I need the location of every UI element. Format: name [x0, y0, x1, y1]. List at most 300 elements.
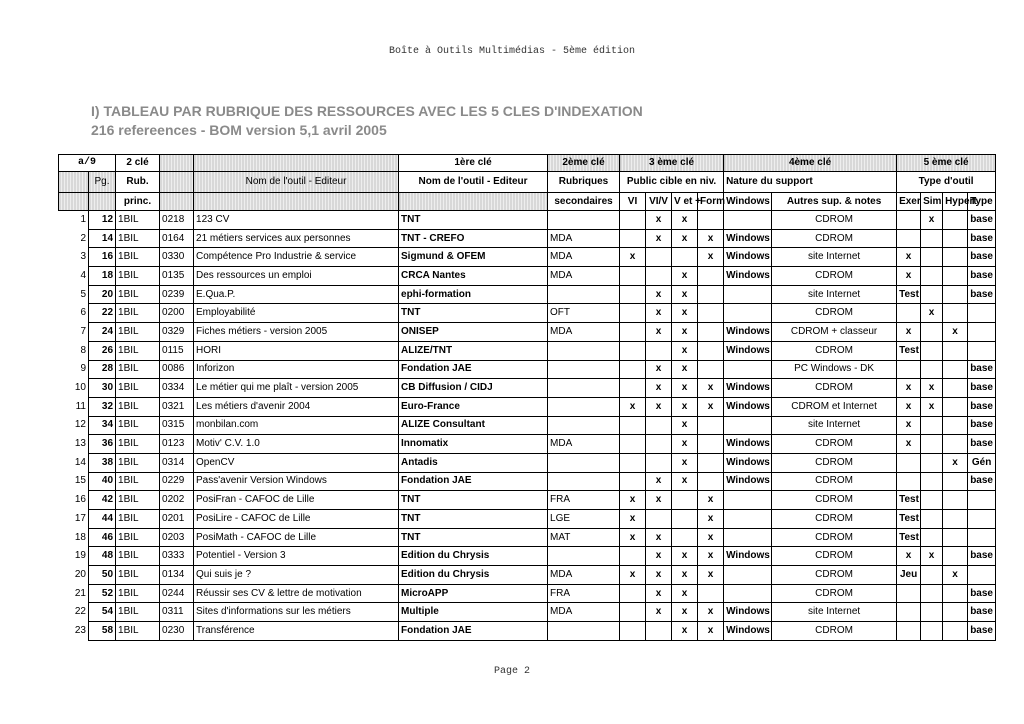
cell-support: CDROM	[772, 622, 897, 641]
cell-editor: ephi-formation	[399, 285, 548, 304]
cell-level-vplus: x	[672, 267, 698, 286]
table-row	[59, 491, 996, 510]
cell-secondary-rubric	[548, 416, 620, 435]
cell-code: 0134	[160, 566, 194, 585]
cell-type	[968, 510, 996, 529]
cell-page-number: 34	[89, 416, 116, 435]
cell-level-vplus	[672, 510, 698, 529]
cell-code: 0123	[160, 435, 194, 454]
cell-rubrique: 1BIL	[116, 491, 160, 510]
cell-windows	[724, 528, 772, 547]
cell-level-vplus: x	[672, 379, 698, 398]
cell-row-number: 10	[74, 382, 86, 394]
cell-row-number: 16	[74, 494, 86, 506]
cell-support: PC Windows - DK	[772, 360, 897, 379]
cell-editor: Fondation JAE	[399, 622, 548, 641]
table-row	[59, 603, 996, 622]
cell-level-vplus: x	[672, 229, 698, 248]
cell-rubrique: 1BIL	[116, 285, 160, 304]
table-row	[59, 547, 996, 566]
cell-editor: Fondation JAE	[399, 472, 548, 491]
cell-type-exer	[897, 603, 921, 622]
cell-level-form	[698, 267, 724, 286]
cell-level-viv	[646, 341, 672, 360]
cell-type-sim	[921, 341, 943, 360]
cell-type-hypert	[943, 267, 968, 286]
cell-page-number: 32	[89, 397, 116, 416]
cell-rubrique: 1BIL	[116, 304, 160, 323]
header-cle2: 2ème clé	[548, 155, 620, 172]
cell-code: 0314	[160, 453, 194, 472]
cell-level-vi	[620, 435, 646, 454]
cell-rubrique: 1BIL	[116, 397, 160, 416]
cell-type	[968, 304, 996, 323]
cell-level-form	[698, 211, 724, 230]
cell-type-hypert	[943, 510, 968, 529]
cell-row-number: 12	[74, 419, 86, 431]
cell-type: Gén	[968, 453, 996, 472]
cell-type-hypert	[943, 435, 968, 454]
table-row	[59, 566, 996, 585]
cell-level-viv: x	[646, 304, 672, 323]
document-subtitle: 216 refereences - BOM version 5,1 avril 2005	[91, 122, 387, 138]
cell-editor: CB Diffusion / CIDJ	[399, 379, 548, 398]
cell-code: 0202	[160, 491, 194, 510]
cell-rubrique: 1BIL	[116, 211, 160, 230]
cell-row-number: 18	[74, 531, 86, 543]
cell-page-number: 36	[89, 435, 116, 454]
cell-level-viv: x	[646, 472, 672, 491]
cell-windows: Windows	[724, 472, 772, 491]
cell-level-form: x	[698, 528, 724, 547]
cell-type: base	[968, 360, 996, 379]
cell-level-vplus: x	[672, 341, 698, 360]
cell-type-sim	[921, 566, 943, 585]
cell-row-number: 11	[75, 400, 86, 412]
cell-level-vi	[620, 211, 646, 230]
cell-level-vplus: x	[672, 584, 698, 603]
cell-support: site Internet	[772, 285, 897, 304]
cell-page-number: 14	[89, 229, 116, 248]
header-rub: Rub.	[116, 172, 160, 193]
cell-type-sim	[921, 472, 943, 491]
cell-level-viv: x	[646, 584, 672, 603]
header-rubriques: Rubriques	[548, 172, 620, 193]
cell-secondary-rubric	[548, 472, 620, 491]
cell-level-vi	[620, 547, 646, 566]
cell-type-exer: x	[897, 397, 921, 416]
header-hatch-cell	[160, 172, 194, 193]
cell-type-exer: x	[897, 416, 921, 435]
cell-rubrique: 1BIL	[116, 379, 160, 398]
cell-tool-name: monbilan.com	[194, 416, 399, 435]
cell-row-number: 7	[80, 325, 86, 337]
cell-support: site Internet	[772, 416, 897, 435]
cell-level-form: x	[698, 397, 724, 416]
cell-page-number: 28	[89, 360, 116, 379]
cell-level-viv: x	[646, 360, 672, 379]
cell-level-vi	[620, 323, 646, 342]
cell-row-number: 19	[74, 550, 86, 562]
cell-support: site Internet	[772, 248, 897, 267]
cell-editor: Edition du Chrysis	[399, 566, 548, 585]
cell-level-vplus: x	[672, 211, 698, 230]
header-row-2	[59, 172, 996, 193]
cell-support: CDROM	[772, 472, 897, 491]
cell-type-exer	[897, 622, 921, 641]
header-hatch-cell	[89, 193, 116, 211]
cell-windows	[724, 211, 772, 230]
header-autres-sup: Autres sup. & notes	[772, 193, 897, 211]
cell-rubrique: 1BIL	[116, 435, 160, 454]
cell-row-number: 14	[74, 456, 86, 468]
cell-windows	[724, 510, 772, 529]
cell-page-number: 54	[89, 603, 116, 622]
table-row	[59, 341, 996, 360]
cell-level-viv: x	[646, 566, 672, 585]
cell-type-exer	[897, 472, 921, 491]
cell-level-vplus: x	[672, 472, 698, 491]
cell-level-vplus: x	[672, 416, 698, 435]
cell-editor: TNT - CREFO	[399, 229, 548, 248]
header-cle3: 3 ème clé	[620, 155, 724, 172]
cell-support: CDROM	[772, 341, 897, 360]
header-hatch-cell	[399, 193, 548, 211]
cell-type: base	[968, 622, 996, 641]
cell-editor: Euro-France	[399, 397, 548, 416]
cell-type-hypert	[943, 229, 968, 248]
cell-type	[968, 491, 996, 510]
cell-level-form: x	[698, 229, 724, 248]
cell-type-sim	[921, 267, 943, 286]
cell-type-hypert: x	[943, 453, 968, 472]
cell-level-form	[698, 285, 724, 304]
cell-level-vplus: x	[672, 397, 698, 416]
cell-rubrique: 1BIL	[116, 267, 160, 286]
cell-code: 0203	[160, 528, 194, 547]
cell-editor: Fondation JAE	[399, 360, 548, 379]
cell-code: 0218	[160, 211, 194, 230]
table-row	[59, 248, 996, 267]
cell-type: base	[968, 248, 996, 267]
cell-level-viv: x	[646, 379, 672, 398]
cell-code: 0115	[160, 341, 194, 360]
cell-tool-name: Transférence	[194, 622, 399, 641]
cell-row-number: 2	[80, 232, 86, 244]
cell-level-vplus: x	[672, 566, 698, 585]
cell-tool-name: PosiFran - CAFOC de Lille	[194, 491, 399, 510]
header-hatch-cell	[194, 193, 399, 211]
cell-type: base	[968, 379, 996, 398]
header-exer: Exer	[897, 193, 921, 211]
cell-type-sim	[921, 248, 943, 267]
cell-level-form: x	[698, 566, 724, 585]
cell-rubrique: 1BIL	[116, 603, 160, 622]
table-row	[59, 622, 996, 641]
cell-tool-name: HORI	[194, 341, 399, 360]
cell-editor: TNT	[399, 211, 548, 230]
cell-type-sim	[921, 229, 943, 248]
cell-secondary-rubric	[548, 360, 620, 379]
cell-type-sim	[921, 510, 943, 529]
cell-type-exer: Test	[897, 528, 921, 547]
table-row	[59, 229, 996, 248]
cell-secondary-rubric: MDA	[548, 248, 620, 267]
cell-code: 0201	[160, 510, 194, 529]
cell-rubrique: 1BIL	[116, 248, 160, 267]
cell-code: 0230	[160, 622, 194, 641]
header-nom-outil-editeur: Nom de l'outil - Editeur	[399, 172, 548, 193]
cell-type: base	[968, 229, 996, 248]
cell-tool-name: Employabilité	[194, 304, 399, 323]
cell-secondary-rubric: FRA	[548, 584, 620, 603]
cell-row-number: 17	[74, 512, 86, 524]
cell-type: base	[968, 267, 996, 286]
cell-row-number: 8	[80, 344, 86, 356]
table-row	[59, 584, 996, 603]
cell-type-hypert	[943, 584, 968, 603]
cell-type-sim	[921, 360, 943, 379]
header-2cle: 2 clé	[116, 155, 160, 172]
cell-level-form: x	[698, 248, 724, 267]
cell-page-number: 38	[89, 453, 116, 472]
cell-tool-name: OpenCV	[194, 453, 399, 472]
cell-type-hypert	[943, 285, 968, 304]
cell-level-vi	[620, 453, 646, 472]
cell-windows: Windows	[724, 547, 772, 566]
cell-level-vi	[620, 360, 646, 379]
cell-type-hypert	[943, 416, 968, 435]
cell-code: 0321	[160, 397, 194, 416]
cell-code: 0164	[160, 229, 194, 248]
cell-secondary-rubric: LGE	[548, 510, 620, 529]
table-row	[59, 304, 996, 323]
cell-support: CDROM	[772, 453, 897, 472]
header-public-cible: Public cible en niv.	[620, 172, 724, 193]
cell-row-number: 20	[74, 568, 86, 580]
header-hatch-cell	[59, 172, 89, 193]
cell-level-viv: x	[646, 528, 672, 547]
cell-type: base	[968, 584, 996, 603]
cell-windows: Windows	[724, 453, 772, 472]
cell-type-exer: x	[897, 323, 921, 342]
cell-type-hypert	[943, 622, 968, 641]
header-cle4: 4ème clé	[724, 155, 897, 172]
header-viv: VI/V	[646, 193, 672, 211]
cell-secondary-rubric	[548, 622, 620, 641]
header-nature-support: Nature du support	[724, 172, 897, 193]
cell-type-hypert	[943, 379, 968, 398]
cell-level-form: x	[698, 603, 724, 622]
header-hatch-cell	[160, 155, 194, 172]
cell-support: CDROM	[772, 510, 897, 529]
cell-type: base	[968, 416, 996, 435]
cell-secondary-rubric	[548, 453, 620, 472]
cell-rubrique: 1BIL	[116, 453, 160, 472]
cell-secondary-rubric	[548, 547, 620, 566]
cell-rubrique: 1BIL	[116, 547, 160, 566]
cell-row-number: 3	[80, 251, 86, 263]
cell-tool-name: Le métier qui me plaît - version 2005	[194, 379, 399, 398]
cell-code: 0086	[160, 360, 194, 379]
cell-tool-name: Fiches métiers - version 2005	[194, 323, 399, 342]
cell-level-vi: x	[620, 528, 646, 547]
cell-editor: TNT	[399, 304, 548, 323]
header-sim: Sim	[921, 193, 943, 211]
cell-level-form	[698, 304, 724, 323]
cell-type-exer: Test	[897, 510, 921, 529]
cell-level-vi	[620, 285, 646, 304]
table-row	[59, 360, 996, 379]
cell-type	[968, 323, 996, 342]
cell-windows	[724, 491, 772, 510]
cell-editor: TNT	[399, 491, 548, 510]
cell-row-number: 1	[80, 214, 86, 226]
cell-editor: Innomatix	[399, 435, 548, 454]
cell-type: base	[968, 603, 996, 622]
cell-editor: MicroAPP	[399, 584, 548, 603]
cell-type-hypert	[943, 547, 968, 566]
cell-level-viv: x	[646, 603, 672, 622]
cell-type-hypert	[943, 603, 968, 622]
cell-type	[968, 341, 996, 360]
header-a9: a/9	[59, 155, 116, 172]
cell-page-number: 42	[89, 491, 116, 510]
cell-level-vplus: x	[672, 453, 698, 472]
cell-type-hypert	[943, 248, 968, 267]
cell-windows: Windows	[724, 435, 772, 454]
table-row	[59, 379, 996, 398]
cell-row-number: 22	[74, 606, 86, 618]
cell-editor: Multiple	[399, 603, 548, 622]
table-row	[59, 285, 996, 304]
cell-type-sim	[921, 491, 943, 510]
cell-windows: Windows	[724, 622, 772, 641]
cell-editor: ONISEP	[399, 323, 548, 342]
cell-level-vi	[620, 379, 646, 398]
cell-support: CDROM	[772, 229, 897, 248]
header-cle1: 1ère clé	[399, 155, 548, 172]
cell-code: 0315	[160, 416, 194, 435]
cell-secondary-rubric: MAT	[548, 528, 620, 547]
cell-type-hypert	[943, 341, 968, 360]
cell-support: CDROM	[772, 491, 897, 510]
cell-type-exer	[897, 360, 921, 379]
cell-level-form	[698, 584, 724, 603]
cell-level-viv	[646, 267, 672, 286]
cell-page-number: 26	[89, 341, 116, 360]
header-vi: VI	[620, 193, 646, 211]
cell-secondary-rubric: MDA	[548, 603, 620, 622]
cell-secondary-rubric: MDA	[548, 323, 620, 342]
cell-level-form	[698, 472, 724, 491]
cell-rubrique: 1BIL	[116, 360, 160, 379]
cell-type: base	[968, 397, 996, 416]
cell-windows: Windows	[724, 341, 772, 360]
cell-page-number: 20	[89, 285, 116, 304]
cell-type-hypert	[943, 304, 968, 323]
table-row	[59, 528, 996, 547]
cell-code: 0239	[160, 285, 194, 304]
cell-row-number: 9	[80, 363, 86, 375]
cell-level-viv: x	[646, 491, 672, 510]
cell-level-vplus: x	[672, 547, 698, 566]
cell-row-number: 5	[80, 288, 86, 300]
cell-rubrique: 1BIL	[116, 416, 160, 435]
cell-windows	[724, 285, 772, 304]
resource-table	[58, 154, 996, 641]
cell-type: base	[968, 547, 996, 566]
cell-level-viv	[646, 453, 672, 472]
cell-editor: TNT	[399, 528, 548, 547]
header-nom-outil: Nom de l'outil - Editeur	[194, 172, 399, 193]
page-footer: Page 2	[493, 666, 530, 677]
cell-windows: Windows	[724, 379, 772, 398]
cell-rubrique: 1BIL	[116, 341, 160, 360]
header-hypert: Hypert	[943, 193, 968, 211]
cell-level-viv	[646, 510, 672, 529]
cell-type: base	[968, 472, 996, 491]
cell-secondary-rubric: MDA	[548, 267, 620, 286]
cell-page-number: 24	[89, 323, 116, 342]
cell-level-viv: x	[646, 397, 672, 416]
table-row	[59, 453, 996, 472]
cell-level-form: x	[698, 622, 724, 641]
cell-secondary-rubric	[548, 285, 620, 304]
cell-tool-name: Compétence Pro Industrie & service	[194, 248, 399, 267]
cell-row-number: 21	[74, 587, 86, 599]
cell-type	[968, 528, 996, 547]
page-header: Boîte à Outils Multimédias - 5ème édition	[388, 46, 636, 57]
cell-level-viv	[646, 435, 672, 454]
cell-support: CDROM	[772, 566, 897, 585]
cell-level-vplus: x	[672, 435, 698, 454]
cell-type-sim: x	[921, 379, 943, 398]
table-row	[59, 435, 996, 454]
cell-level-viv	[646, 248, 672, 267]
cell-editor: Antadis	[399, 453, 548, 472]
cell-support: CDROM	[772, 435, 897, 454]
cell-level-form	[698, 323, 724, 342]
table-row	[59, 211, 996, 230]
cell-level-viv: x	[646, 285, 672, 304]
cell-level-vi: x	[620, 397, 646, 416]
cell-windows	[724, 584, 772, 603]
cell-page-number: 46	[89, 528, 116, 547]
cell-secondary-rubric: MDA	[548, 229, 620, 248]
cell-tool-name: Les métiers d'avenir 2004	[194, 397, 399, 416]
cell-windows	[724, 360, 772, 379]
cell-editor: ALIZE/TNT	[399, 341, 548, 360]
cell-windows	[724, 566, 772, 585]
cell-row-number: 13	[74, 438, 86, 450]
cell-page-number: 30	[89, 379, 116, 398]
header-form: Form	[698, 193, 724, 211]
cell-level-vplus	[672, 528, 698, 547]
cell-tool-name: PosiLire - CAFOC de Lille	[194, 510, 399, 529]
cell-level-viv: x	[646, 211, 672, 230]
cell-type: base	[968, 435, 996, 454]
cell-level-vi	[620, 622, 646, 641]
cell-level-vi	[620, 584, 646, 603]
cell-type-hypert: x	[943, 566, 968, 585]
header-hatch-cell	[160, 193, 194, 211]
cell-type-sim	[921, 323, 943, 342]
cell-level-viv: x	[646, 547, 672, 566]
table-row	[59, 416, 996, 435]
cell-level-vplus: x	[672, 285, 698, 304]
cell-type: base	[968, 285, 996, 304]
